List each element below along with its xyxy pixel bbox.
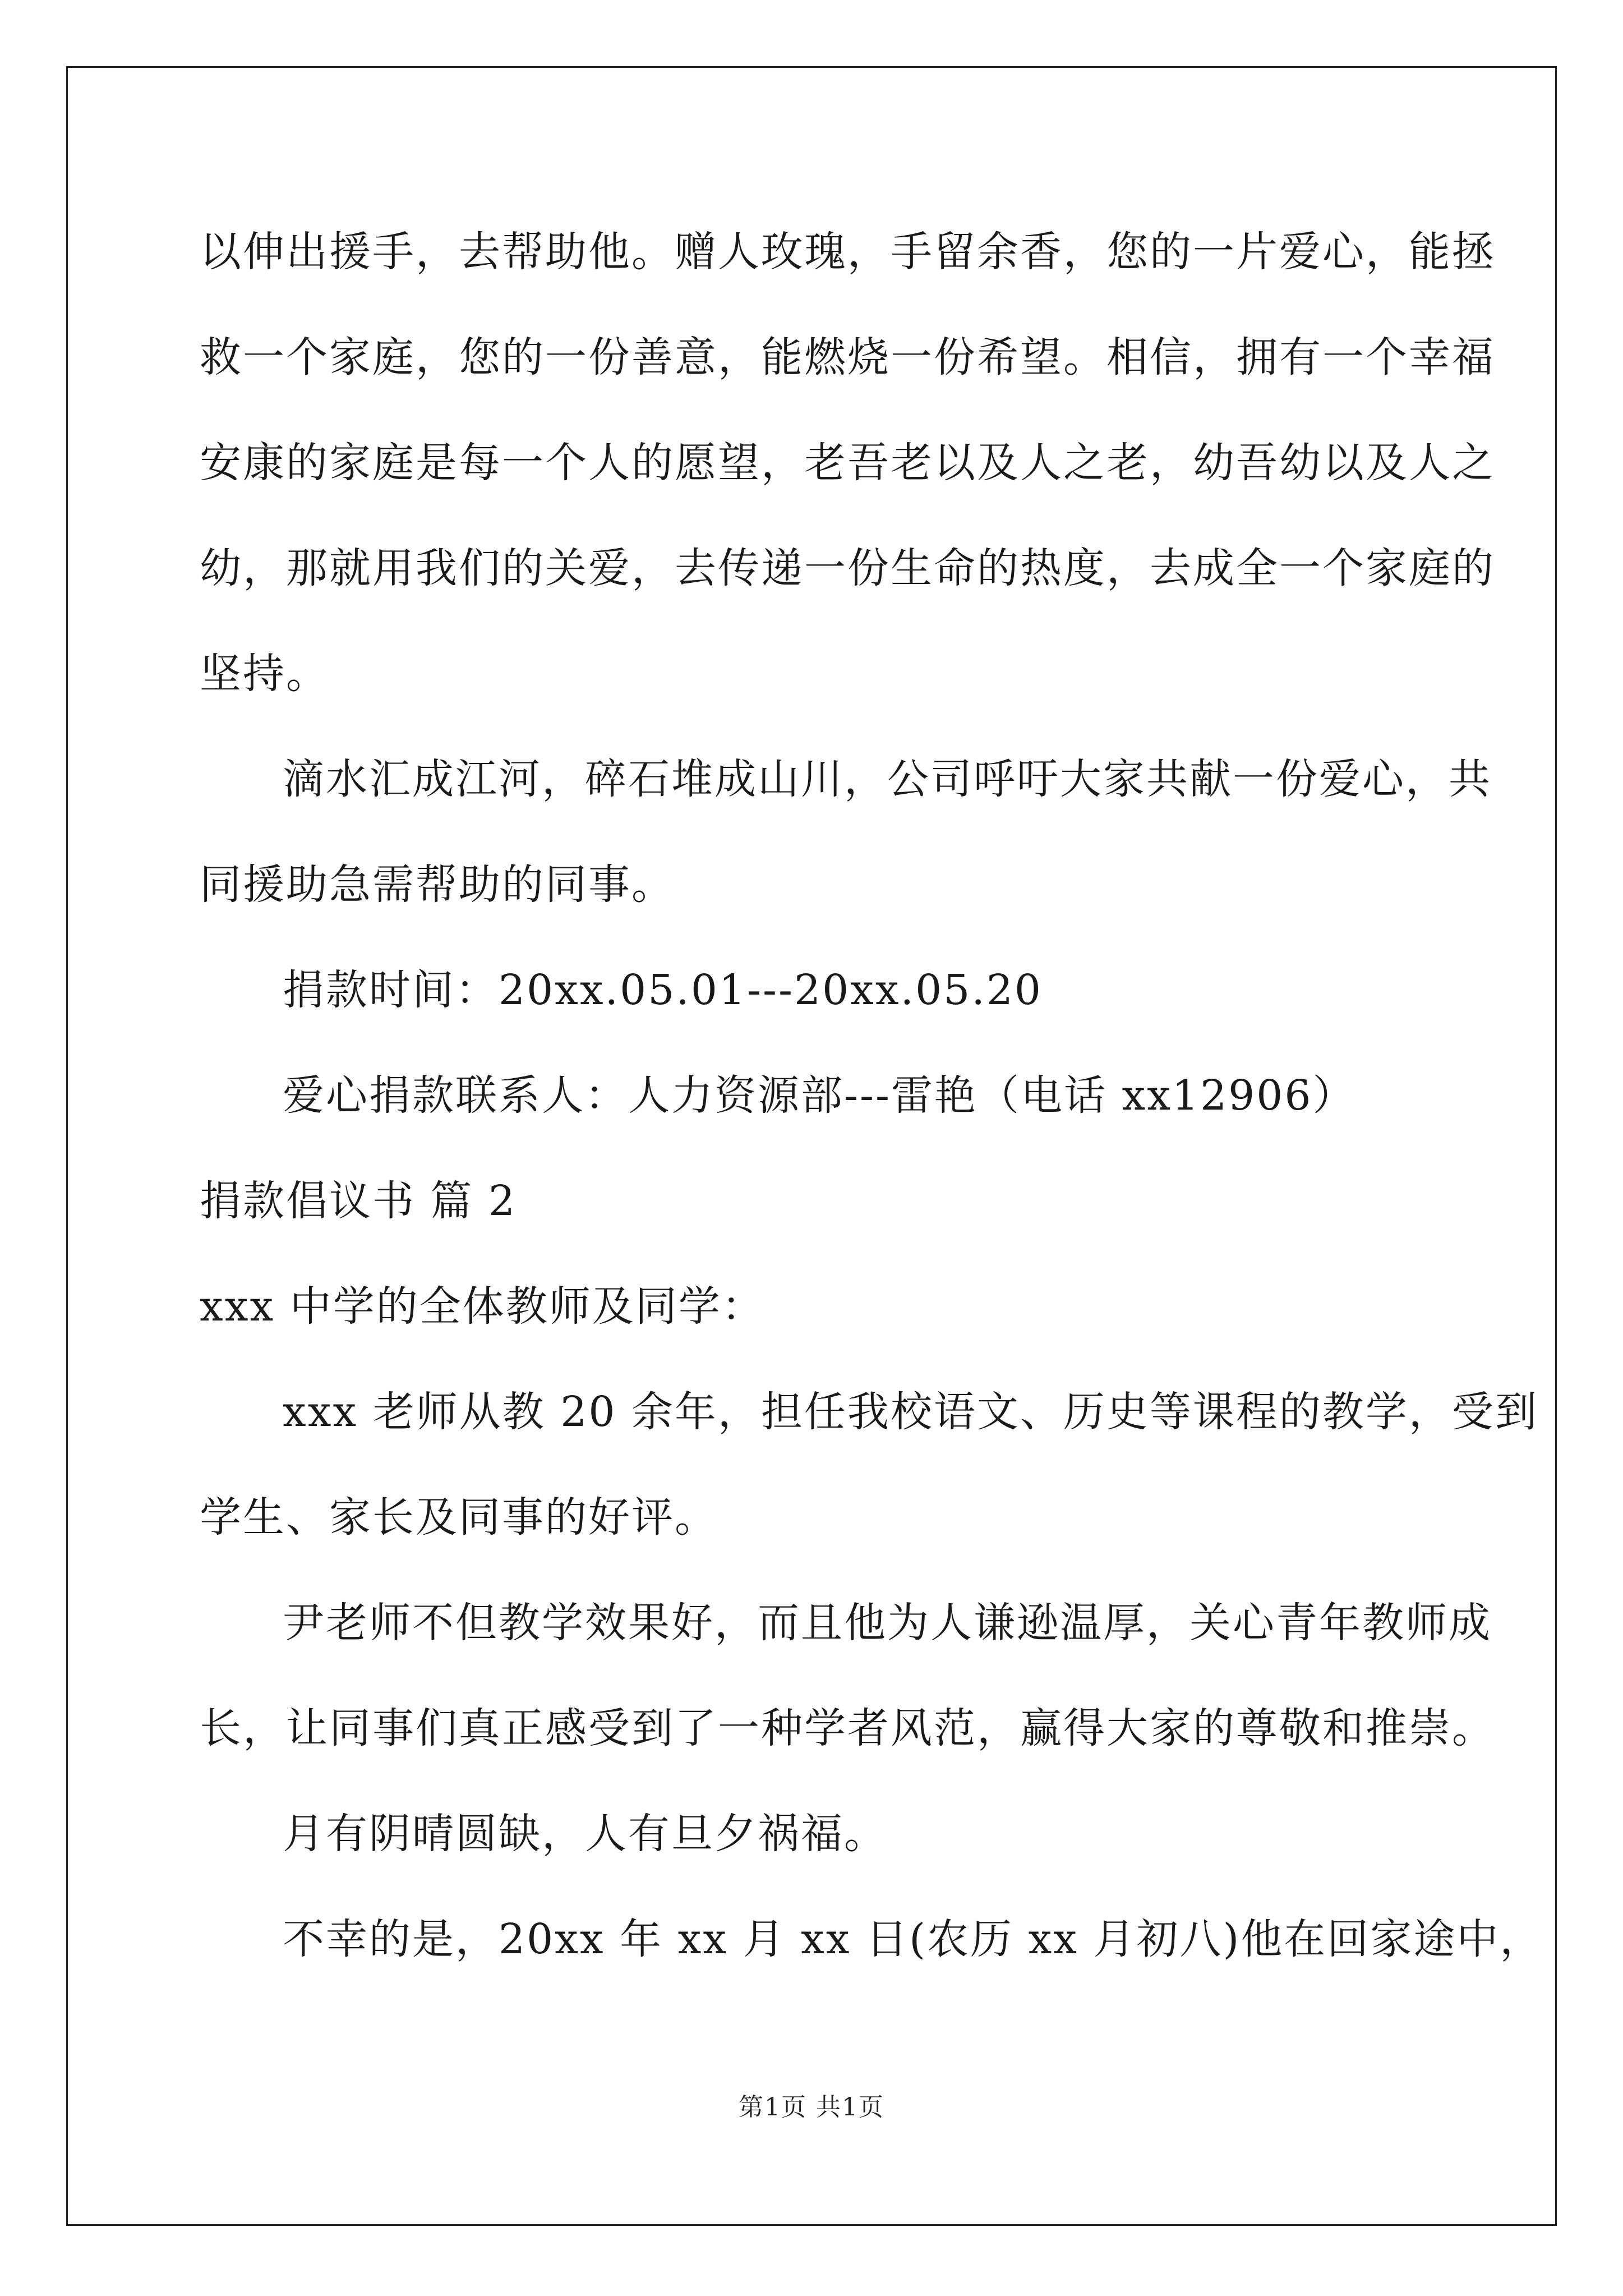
paragraph-line: 滴水汇成江河，碎石堆成山川，公司呼吁大家共献一份爱心，共	[283, 755, 1492, 803]
paragraph-line: 坚持。	[200, 650, 329, 698]
paragraph-line: 不幸的是，20xx 年 xx 月 xx 日(农历 xx 月初八)他在回家途中，	[283, 1915, 1543, 1963]
paragraph-line: 幼，那就用我们的关爱，去传递一份生命的热度，去成全一个家庭的	[200, 544, 1495, 592]
paragraph-line: 救一个家庭，您的一份善意，能燃烧一份希望。相信，拥有一个幸福	[200, 333, 1495, 381]
paragraph-line: xxx 老师从教 20 余年，担任我校语文、历史等课程的教学，受到	[283, 1388, 1538, 1436]
paragraph-line: 安康的家庭是每一个人的愿望，老吾老以及人之老，幼吾幼以及人之	[200, 439, 1495, 487]
paragraph-line: 以伸出援手，去帮助他。赠人玫瑰，手留余香，您的一片爱心，能拯	[200, 228, 1495, 276]
paragraph-line: 学生、家长及同事的好评。	[200, 1493, 718, 1542]
page-number-footer: 第1页 共1页	[739, 2093, 884, 2122]
salutation: xxx 中学的全体教师及同学：	[200, 1282, 765, 1331]
paragraph-line: 尹老师不但教学效果好，而且他为人谦逊温厚，关心青年教师成	[283, 1599, 1492, 1647]
document-body	[200, 199, 1543, 1992]
donation-time: 捐款时间：20xx.05.01---20xx.05.20	[283, 966, 1043, 1014]
section-heading: 捐款倡议书 篇 2	[200, 1177, 517, 1225]
paragraph-line: 月有阴晴圆缺，人有旦夕祸福。	[283, 1810, 887, 1858]
paragraph-line: 同援助急需帮助的同事。	[200, 861, 675, 909]
paragraph-line: 长，让同事们真正感受到了一种学者风范，赢得大家的尊敬和推崇。	[200, 1704, 1495, 1752]
donation-contact: 爱心捐款联系人：人力资源部---雷艳（电话 xx12906）	[283, 1071, 1356, 1120]
